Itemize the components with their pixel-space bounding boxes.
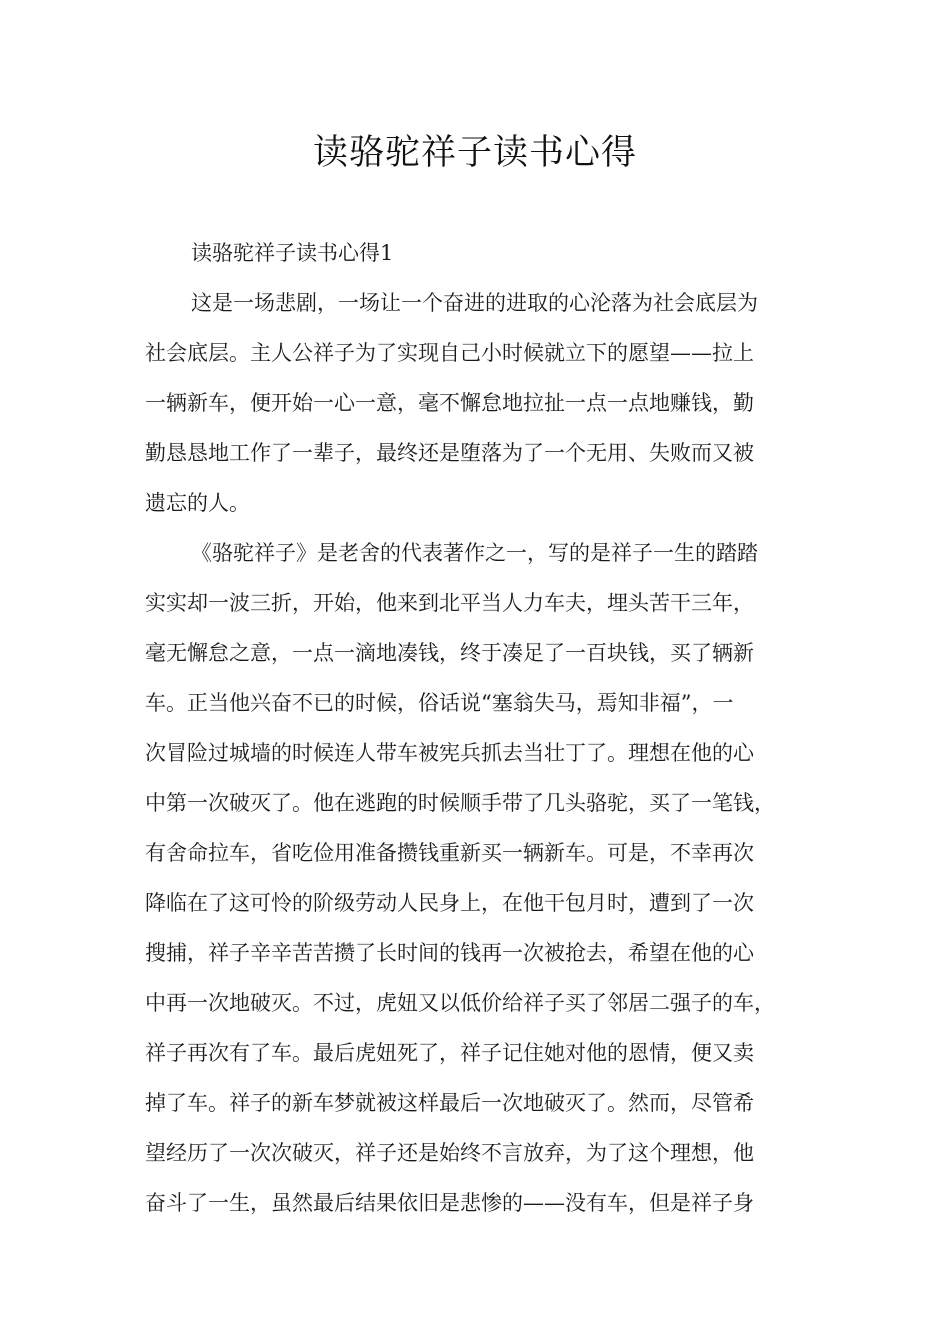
- text-line: 遗忘的人。: [145, 491, 250, 515]
- text-line: 毫无懈怠之意，一点一滴地凑钱，终于凑足了一百块钱，买了辆新: [145, 641, 754, 665]
- text-line: 《骆驼祥子》是老舍的代表著作之一，写的是祥子一生的踏踏: [191, 541, 758, 565]
- section-heading-text: 读骆驼祥子读书心得1: [191, 241, 394, 265]
- text-line: 次冒险过城墙的时候连人带车被宪兵抓去当壮丁了。理想在他的心: [145, 741, 754, 765]
- paragraph-2: [145, 528, 815, 1228]
- paragraph-1: [145, 278, 815, 528]
- section-heading: [145, 228, 815, 278]
- text-line: 祥子再次有了车。最后虎妞死了，祥子记住她对他的恩情，便又卖: [145, 1041, 754, 1065]
- text-line: 一辆新车，便开始一心一意，毫不懈怠地拉扯一点一点地赚钱，勤: [145, 391, 754, 415]
- text-line: 这是一场悲剧，一场让一个奋进的进取的心沦落为社会底层为: [191, 291, 758, 315]
- text-line: 掉了车。祥子的新车梦就被这样最后一次地破灭了。然而，尽管希: [145, 1091, 754, 1115]
- text-line: 搜捕，祥子辛辛苦苦攒了长时间的钱再一次被抢去，希望在他的心: [145, 941, 754, 965]
- text-line: 实实却一波三折，开始，他来到北平当人力车夫，埋头苦干三年，: [145, 591, 754, 615]
- text-line: 奋斗了一生，虽然最后结果依旧是悲惨的——没有车，但是祥子身: [145, 1191, 754, 1215]
- text-line: 降临在了这可怜的阶级劳动人民身上，在他干包月时，遭到了一次: [145, 891, 754, 915]
- document-body: [145, 228, 815, 1228]
- text-line: 中再一次地破灭。不过，虎妞又以低价给祥子买了邻居二强子的车，: [145, 991, 775, 1015]
- document-title: 读骆驼祥子读书心得: [312, 133, 637, 173]
- text-line: 勤恳恳地工作了一辈子，最终还是堕落为了一个无用、失败而又被: [145, 441, 754, 465]
- text-line: 中第一次破灭了。他在逃跑的时候顺手带了几头骆驼，买了一笔钱，: [145, 791, 775, 815]
- text-line: 望经历了一次次破灭，祥子还是始终不言放弃，为了这个理想，他: [145, 1141, 754, 1165]
- text-line: 车。正当他兴奋不已的时候，俗话说“塞翁失马，焉知非福”，一: [145, 691, 734, 715]
- text-line: 社会底层。主人公祥子为了实现自己小时候就立下的愿望——拉上: [145, 341, 754, 365]
- text-line: 有舍命拉车，省吃俭用准备攒钱重新买一辆新车。可是，不幸再次: [145, 841, 754, 865]
